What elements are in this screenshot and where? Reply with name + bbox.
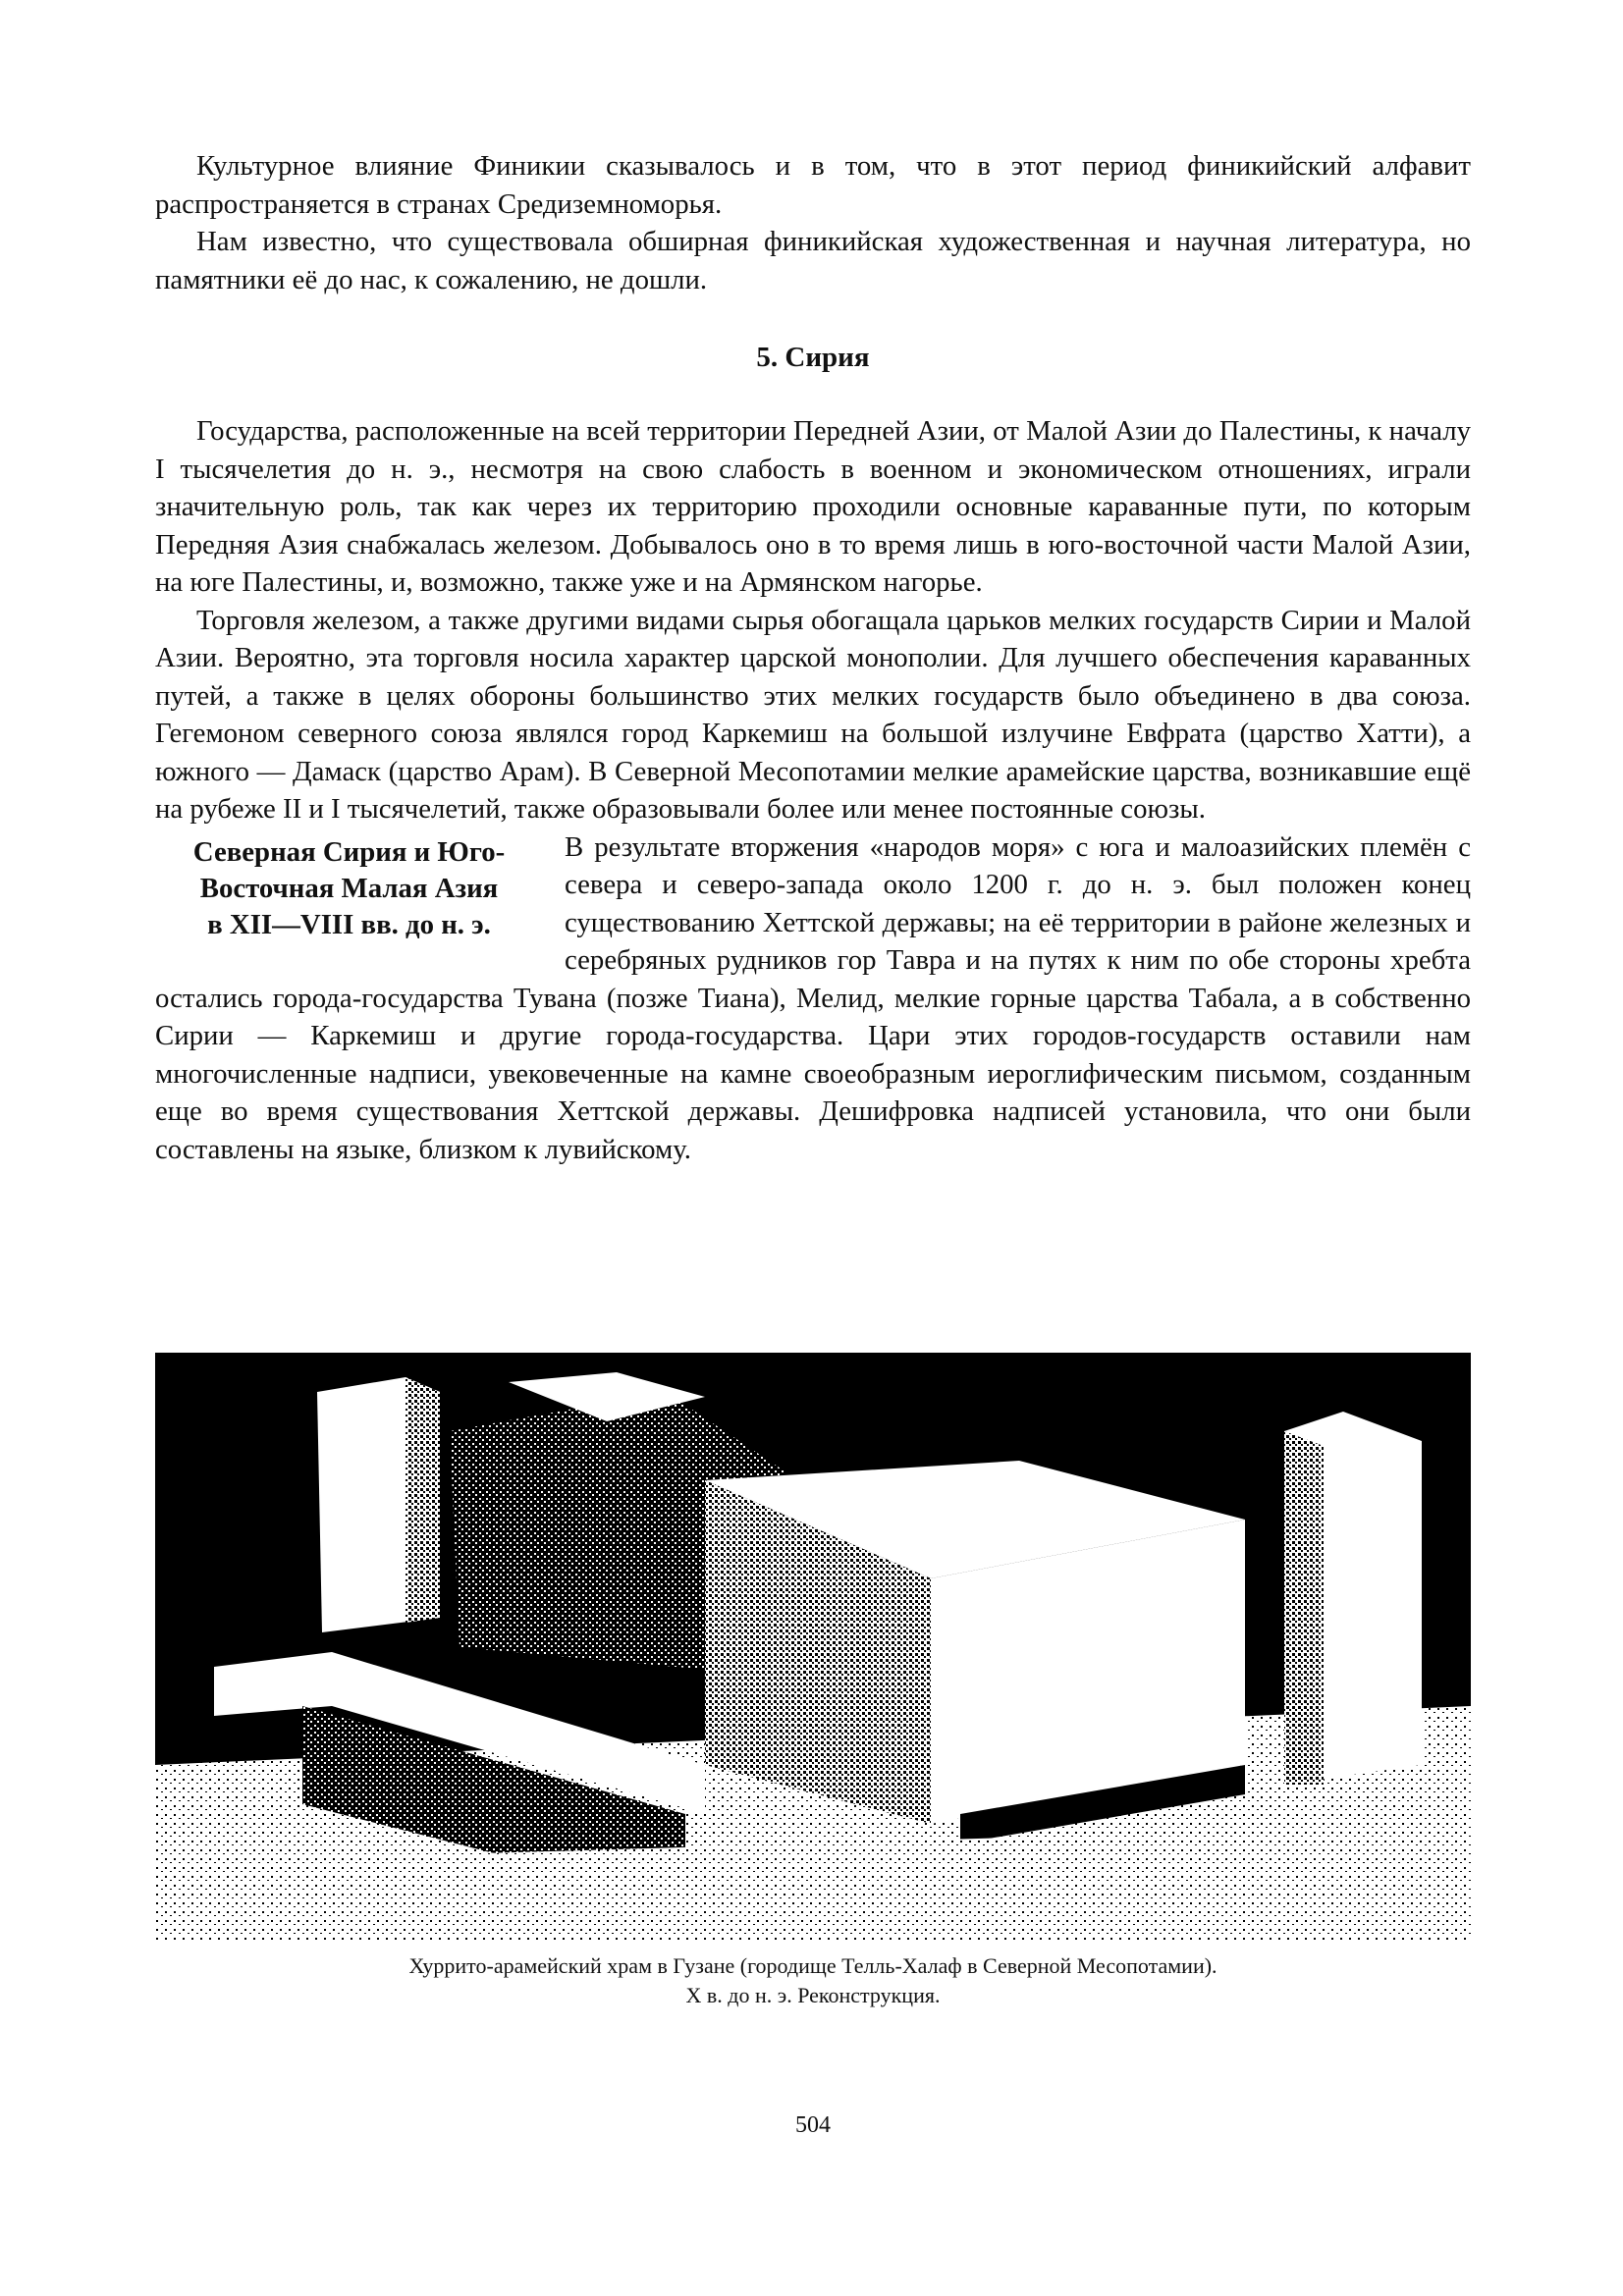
paragraph-intro-2: Нам известно, что существовала обширная финикийская художественная и научная литература, но памятники её до нас, к сожалению, не дошли. [155, 226, 1471, 295]
figure-caption-line-1: Хуррито-арамейский храм в Гузане (городище Телль-Халаф в Северной Месопотамии). [408, 1953, 1217, 1978]
paragraph-section-2: Торговля железом, а также другими видами сырья обогащала царьков мелких государств Сирии и Малой Азии. Вероятно, эта торговля носила характер царской монополии. Для лучшего обеспечения караванных путей, а также в целях обороны большинство этих мелких государств было объединено в два союза. Гегемоном северного союза являлся город Каркемиш на большой излучине Евфрата (царство Хатти), а южного — Дамаск (царство Арам). В Северной Месопотамии мелкие арамейские царства, возникавшие ещё на рубеже II и I тысячелетий, также образовывали более или менее постоянные союзы. [155, 604, 1471, 825]
figure-caption-line-2: X в. до н. э. Реконструкция. [685, 1983, 941, 2007]
section-title: 5. Сирия [756, 342, 870, 373]
side-heading [155, 834, 543, 943]
page [155, 147, 1471, 2138]
page-number: 504 [795, 2112, 831, 2138]
figure-caption [155, 1951, 1471, 2010]
side-heading-line-3: в XII—VIII вв. до н. э. [207, 908, 491, 940]
side-heading-line-2: Восточная Малая Азия [199, 872, 499, 904]
paragraph-section-1: Государства, расположенные на всей территории Передней Азии, от Малой Азии до Палестины, к началу I тысячелетия до н. э., несмотря на свою слабость в военном и экономическом отношениях, играли значительную роль, так как через их территорию проходили основные караванные пути, по которым Передняя Азия снабжалась железом. Добывалось оно в то время лишь в юго-восточной части Малой Азии, на юге Палестины, и, возможно, также уже и на Армянском нагорье. [155, 415, 1471, 598]
paragraph-section-3: В результате вторжения «народов моря» с юга и малоазийских племён с севера и северо-запада около 1200 г. до н. э. был положен конец существованию Хеттской державы; на её территории в районе железных и серебряных рудников гор Тавра и на путях к ним по обе стороны хребта остались города-государства Тувана (позже Тиана), Мелид, мелкие горные царства Табала, а в собственно Сирии — Каркемиш и другие города-государства. Цари этих городов-государств оставили нам многочисленные надписи, увековеченные на камне своеобразным иероглифическим письмом, созданным еще во время существования Хеттской державы. Дешифровка надписей установила, что они были составлены на языке, близком к лувийскому. [155, 830, 1471, 1165]
temple-reconstruction-image [155, 1353, 1471, 1942]
paragraph-intro-1: Культурное влияние Финикии сказывалось и в том, что в этот период финикийский алфавит распространяется в странах Средиземноморья. [155, 150, 1471, 220]
side-heading-line-1: Северная Сирия и Юго- [192, 835, 506, 868]
